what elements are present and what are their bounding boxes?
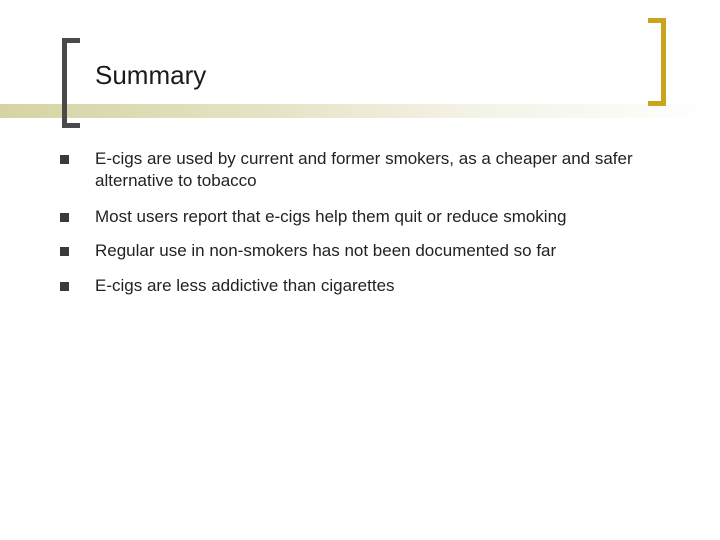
right-bracket-decoration — [648, 18, 666, 106]
left-bracket-decoration — [62, 38, 80, 128]
square-bullet-icon — [60, 282, 69, 291]
bullet-item — [60, 275, 680, 297]
square-bullet-icon — [60, 247, 69, 256]
bullet-item — [60, 206, 680, 228]
slide-title: Summary — [95, 60, 207, 90]
bullet-item — [60, 240, 680, 262]
bullet-text: Most users report that e-cigs help them quit or reduce smoking — [95, 207, 567, 226]
title-accent-band — [0, 104, 720, 118]
square-bullet-icon — [60, 155, 69, 164]
square-bullet-icon — [60, 213, 69, 222]
bullet-text: Regular use in non-smokers has not been documented so far — [95, 241, 557, 260]
bullet-text: E-cigs are less addictive than cigarettes — [95, 276, 395, 295]
bullet-item — [60, 148, 680, 192]
bullet-text: E-cigs are used by current and former smokers, as a cheaper and safer alternative to tobacco — [95, 149, 633, 190]
bullet-list — [60, 148, 680, 309]
